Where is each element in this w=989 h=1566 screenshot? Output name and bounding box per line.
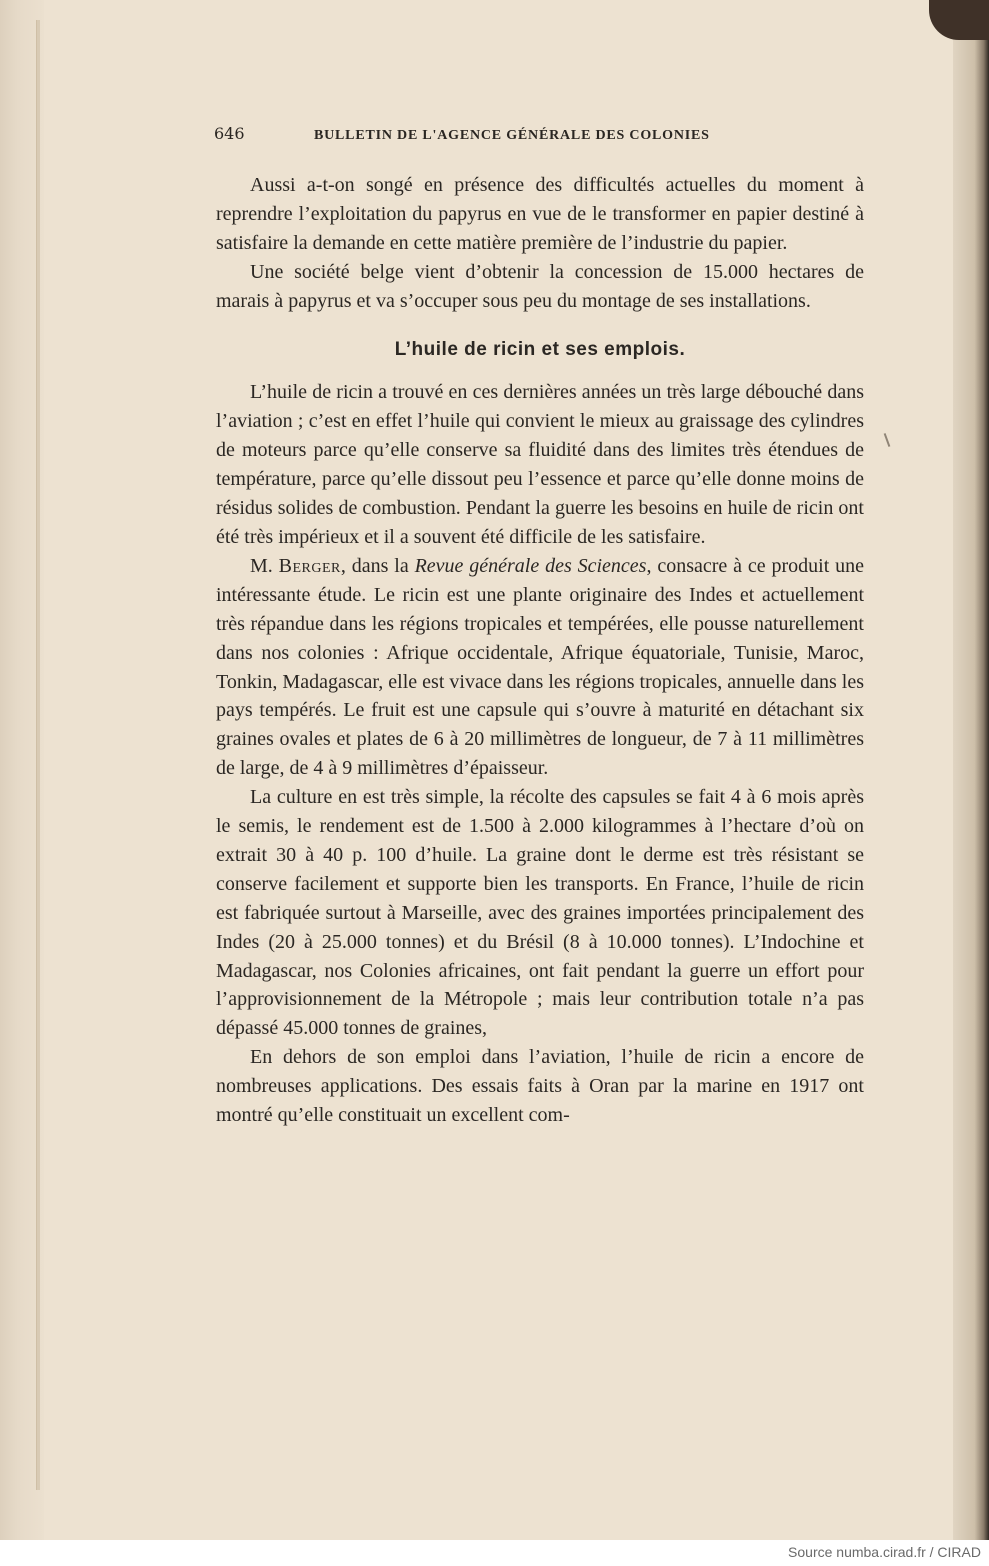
- paragraph-1: Aussi a-t-on songé en présence des difficultés actuelles du moment à reprendre l’exploitation du papyrus en vue de le transformer en papier destiné à satisfaire la demande en cette matière première de l’industrie du papier.: [216, 174, 864, 254]
- running-head: BULLETIN DE L'AGENCE GÉNÉRALE DES COLONIES: [314, 128, 710, 143]
- paragraph-5: La culture en est très simple, la récolte des capsules se fait 4 à 6 mois après le semis, le rendement est de 1.500 à 2.000 kilogrammes à l’hectare d’où on extrait 30 à 40 p. 100 d’huile. La graine dont le derme est très résistant se conserve facilement et supporte bien les transports. En France, l’huile de ricin est fabriquée surtout à Marseille, avec des graines importées principalement des Indes (20 à 25.000 tonnes) et du Brésil (8 à 10.000 tonnes). L’Indochine et Madagascar, nos Colonies africaines, ont fait pendant la guerre un effort pour l’approvisionnement de la Métropole ; mais leur contribution totale n’a pas dépassé 45.000 tonnes de graines,: [216, 786, 864, 1040]
- section-title: L’huile de ricin et ses emplois.: [394, 338, 686, 360]
- paragraph-6: En dehors de son emploi dans l’aviation, l’huile de ricin a encore de nombreuses applications. Des essais faits à Oran par la marine en 1917 ont montré qu’elle constituait un excellent com-: [216, 1046, 864, 1127]
- binding-line: [36, 20, 40, 1490]
- author-name: Berger: [278, 554, 341, 577]
- page-edge: [953, 30, 989, 1540]
- paragraph-3: L’huile de ricin a trouvé en ces dernières années un très large débouché dans l’aviation ; c’est en effet l’huile qui convient le mieux au graissage des cylindres de moteurs parce qu’elle conserve sa fluidité dans des limites très étendues de température, parce qu’elle dissout peu l’essence et parce qu’elle donne moins de résidus solides de combustion. Pendant la guerre les besoins en huile de ricin ont été très impérieux et il a souvent été difficile de les satisfaire.: [216, 381, 864, 548]
- page-number: 646: [214, 124, 245, 143]
- journal-title: Revue générale des Sciences: [414, 554, 647, 577]
- page-header: [214, 124, 864, 144]
- article-body: [216, 171, 864, 1130]
- source-caption: Source numba.cirad.fr / CIRAD: [788, 1544, 981, 1560]
- paragraph-2: Une société belge vient d’obtenir la concession de 15.000 hectares de marais à papyrus et va s’occuper sous peu du montage de ses installations.: [216, 260, 864, 312]
- paragraph-4-mid: , dans la: [340, 554, 415, 577]
- paragraph-4-rest: , consacre à ce produit une intéressante étude. Le ricin est une plante originaire des Indes et actuellement très répandue dans les régions tropicales et tempérées, elle pousse naturellement dans nos colonies : Afrique occidentale, Afrique équatoriale, Tunisie, Maroc, Tonkin, Madagascar, elle est vivace dans les régions tropicales, annuelle dans les pays tempérés. Le fruit est une capsule qui s’ouvre à maturité en détachant six graines ovales et plates de 6 à 20 millimètres de longueur, de 7 à 11 millimètres de large, de 4 à 9 millimètres d’épaisseur.: [216, 554, 864, 780]
- paragraph-4-prefix: M.: [250, 554, 279, 577]
- paragraph-4: [216, 552, 864, 783]
